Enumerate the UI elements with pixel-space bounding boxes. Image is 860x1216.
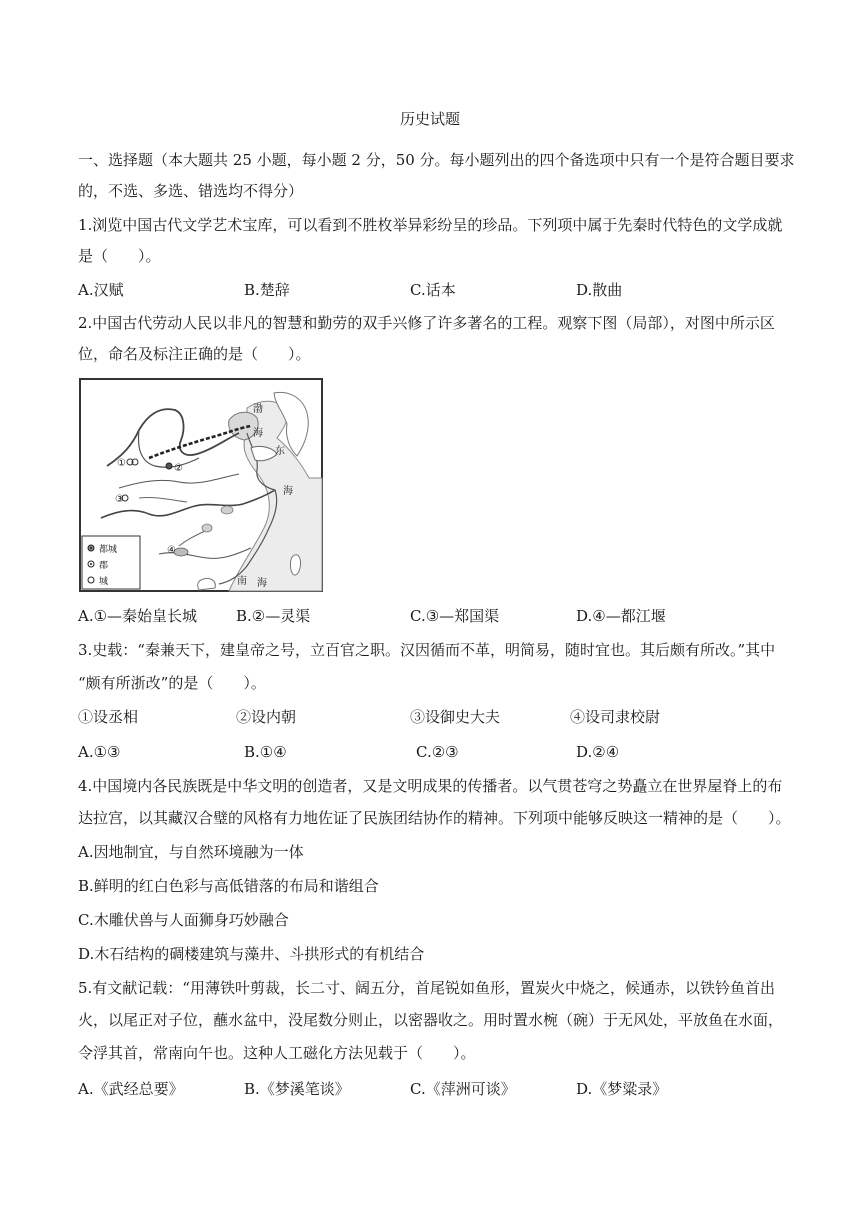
- q4-stem-line-1: 4.中国境内各民族既是中华文明的创造者，又是文明成果的传播者。以气贯苍穹之势矗立在世界屋脊上的布: [78, 777, 783, 795]
- legend-city: 城: [99, 577, 109, 587]
- q3-stem-line-2: “颇有所浙改”的是（ ）。: [78, 674, 266, 692]
- q3-option-c: C.②③: [416, 743, 459, 761]
- legend-commandery: 郡: [99, 561, 109, 571]
- q4-option-c: C.木雕伏兽与人面狮身巧妙融合: [78, 911, 289, 929]
- legend-capital: 都城: [99, 545, 118, 555]
- map-marker-4: ④: [167, 545, 176, 556]
- south-sea-label-2: 海: [257, 578, 267, 589]
- q1-option-c: C.话本: [410, 281, 456, 299]
- q3-item-2: ②设内朝: [236, 708, 297, 726]
- section-instructions-line-2: 的，不选、多选、错选均不得分）: [78, 182, 304, 200]
- q2-stem-line-2: 位，命名及标注正确的是（ ）。: [78, 345, 311, 363]
- section-instructions-line-1: 一、选择题（本大题共 25 小题，每小题 2 分，50 分。每小题列出的四个备选项中只有一个是符合题目要求: [78, 151, 795, 169]
- q3-option-a: A.①③: [78, 743, 121, 761]
- map-marker-1: ①: [117, 458, 126, 469]
- south-sea-label-1: 南: [237, 576, 247, 587]
- exam-title: 历史试题: [399, 110, 460, 128]
- q3-option-b: B.①④: [244, 743, 287, 761]
- q2-option-d: D.④—都江堰: [576, 607, 666, 625]
- q5-stem-line-3: 令浮其首，常南向午也。这种人工磁化方法见载于（ ）。: [78, 1044, 476, 1062]
- q1-option-d: D.散曲: [576, 281, 623, 299]
- east-sea-label-2: 海: [283, 486, 293, 497]
- map-marker-3: ③: [115, 494, 124, 505]
- east-sea-label-1: 东: [275, 446, 285, 457]
- q3-item-1: ①设丞相: [78, 708, 139, 726]
- q5-option-d: D.《梦粱录》: [576, 1080, 668, 1098]
- q3-option-d: D.②④: [576, 743, 620, 761]
- ancient-china-map: [79, 378, 323, 592]
- q4-option-d: D.木石结构的碉楼建筑与藻井、斗拱形式的有机结合: [78, 945, 425, 963]
- q3-stem-line-1: 3.史载：“秦兼天下，建皇帝之号，立百官之职。汉因循而不革，明简易，随时宜也。其后颇有所改。”其中: [78, 641, 776, 659]
- q1-option-a: A.汉赋: [78, 281, 124, 299]
- q2-option-c: C.③—郑国渠: [410, 607, 500, 625]
- q5-option-a: A.《武经总要》: [78, 1080, 184, 1098]
- bohai-label-2: 海: [253, 428, 263, 439]
- q4-option-a: A.因地制宜，与自然环境融为一体: [78, 843, 304, 861]
- q2-option-a: A.①—秦始皇长城: [78, 607, 198, 625]
- q5-option-b: B.《梦溪笔谈》: [244, 1080, 350, 1098]
- q4-stem-line-2: 达拉宫，以其藏汉合璧的风格有力地佐证了民族团结协作的精神。下列项中能够反映这一精神的是（ ）。: [78, 809, 791, 827]
- q2-option-b: B.②—灵渠: [236, 607, 311, 625]
- q5-stem-line-1: 5.有文献记载：“用薄铁叶剪裁，长二寸、阔五分，首尾锐如鱼形，置炭火中烧之，候通赤，以铁钤鱼首出: [78, 979, 775, 997]
- q5-stem-line-2: 火，以尾正对子位，蘸水盆中，没尾数分则止，以密器收之。用时置水椀（碗）于无风处，平放鱼在水面，: [78, 1011, 784, 1029]
- q3-item-3: ③设御史大夫: [410, 708, 501, 726]
- q4-option-b: B.鲜明的红白色彩与高低错落的布局和谐组合: [78, 877, 379, 895]
- q1-stem-line-1: 1.浏览中国古代文学艺术宝库，可以看到不胜枚举异彩纷呈的珍品。下列项中属于先秦时代特色的文学成就: [78, 216, 783, 234]
- bohai-label-1: 渤: [253, 404, 263, 415]
- q1-option-b: B.楚辞: [244, 281, 290, 299]
- map-marker-2: ②: [174, 463, 183, 474]
- q5-option-c: C.《萍洲可谈》: [410, 1080, 516, 1098]
- q1-stem-line-2: 是（ ）。: [78, 247, 161, 265]
- q3-item-4: ④设司隶校尉: [570, 708, 661, 726]
- q2-stem-line-1: 2.中国古代劳动人民以非凡的智慧和勤劳的双手兴修了许多著名的工程。观察下图（局部），对图中所示区: [78, 314, 775, 332]
